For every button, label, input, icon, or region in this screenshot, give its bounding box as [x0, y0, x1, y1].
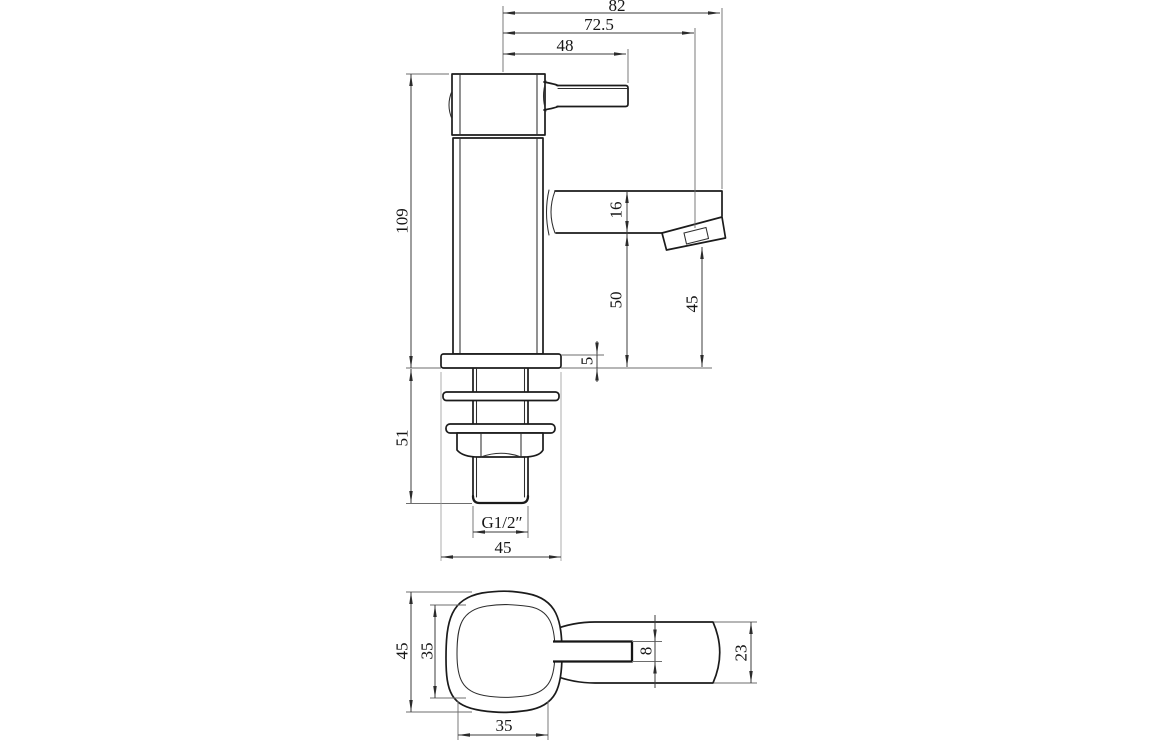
faucet-body — [453, 138, 543, 354]
dim-text-51: 51 — [392, 429, 412, 447]
backnut-washer — [446, 424, 555, 433]
dim-text-72-5: 72.5 — [584, 15, 614, 34]
plan-body-outer — [446, 591, 562, 712]
dim-text-48: 48 — [556, 36, 574, 55]
dim-text-45-base: 45 — [494, 538, 512, 557]
dim-text-35-width: 35 — [495, 716, 513, 735]
dim-text-35-plan: 35 — [417, 642, 437, 660]
side-view — [393, 0, 726, 561]
spout-root-collar — [547, 190, 556, 235]
handle-cap — [452, 74, 545, 135]
dim-text-50: 50 — [606, 291, 626, 309]
dim-text-82: 82 — [608, 0, 626, 15]
plan-view — [393, 591, 758, 740]
lever-cone — [544, 82, 558, 110]
dim-text-8: 8 — [636, 646, 656, 656]
base-flange — [441, 354, 561, 368]
spout-top-edge — [555, 191, 722, 216]
tail-pipe-end — [473, 496, 528, 503]
seal-washer — [443, 392, 559, 401]
dim-text-16: 16 — [606, 201, 626, 219]
dim-text-5: 5 — [577, 356, 597, 366]
dim-text-thread: G1/2″ — [481, 513, 523, 532]
aerator-housing — [662, 217, 726, 250]
plan-lever-stem — [553, 642, 632, 662]
dim-text-109: 109 — [392, 208, 412, 234]
dim-text-23: 23 — [731, 644, 751, 662]
dim-text-45-plan: 45 — [392, 642, 412, 660]
dim-text-45-aerator: 45 — [682, 295, 702, 313]
